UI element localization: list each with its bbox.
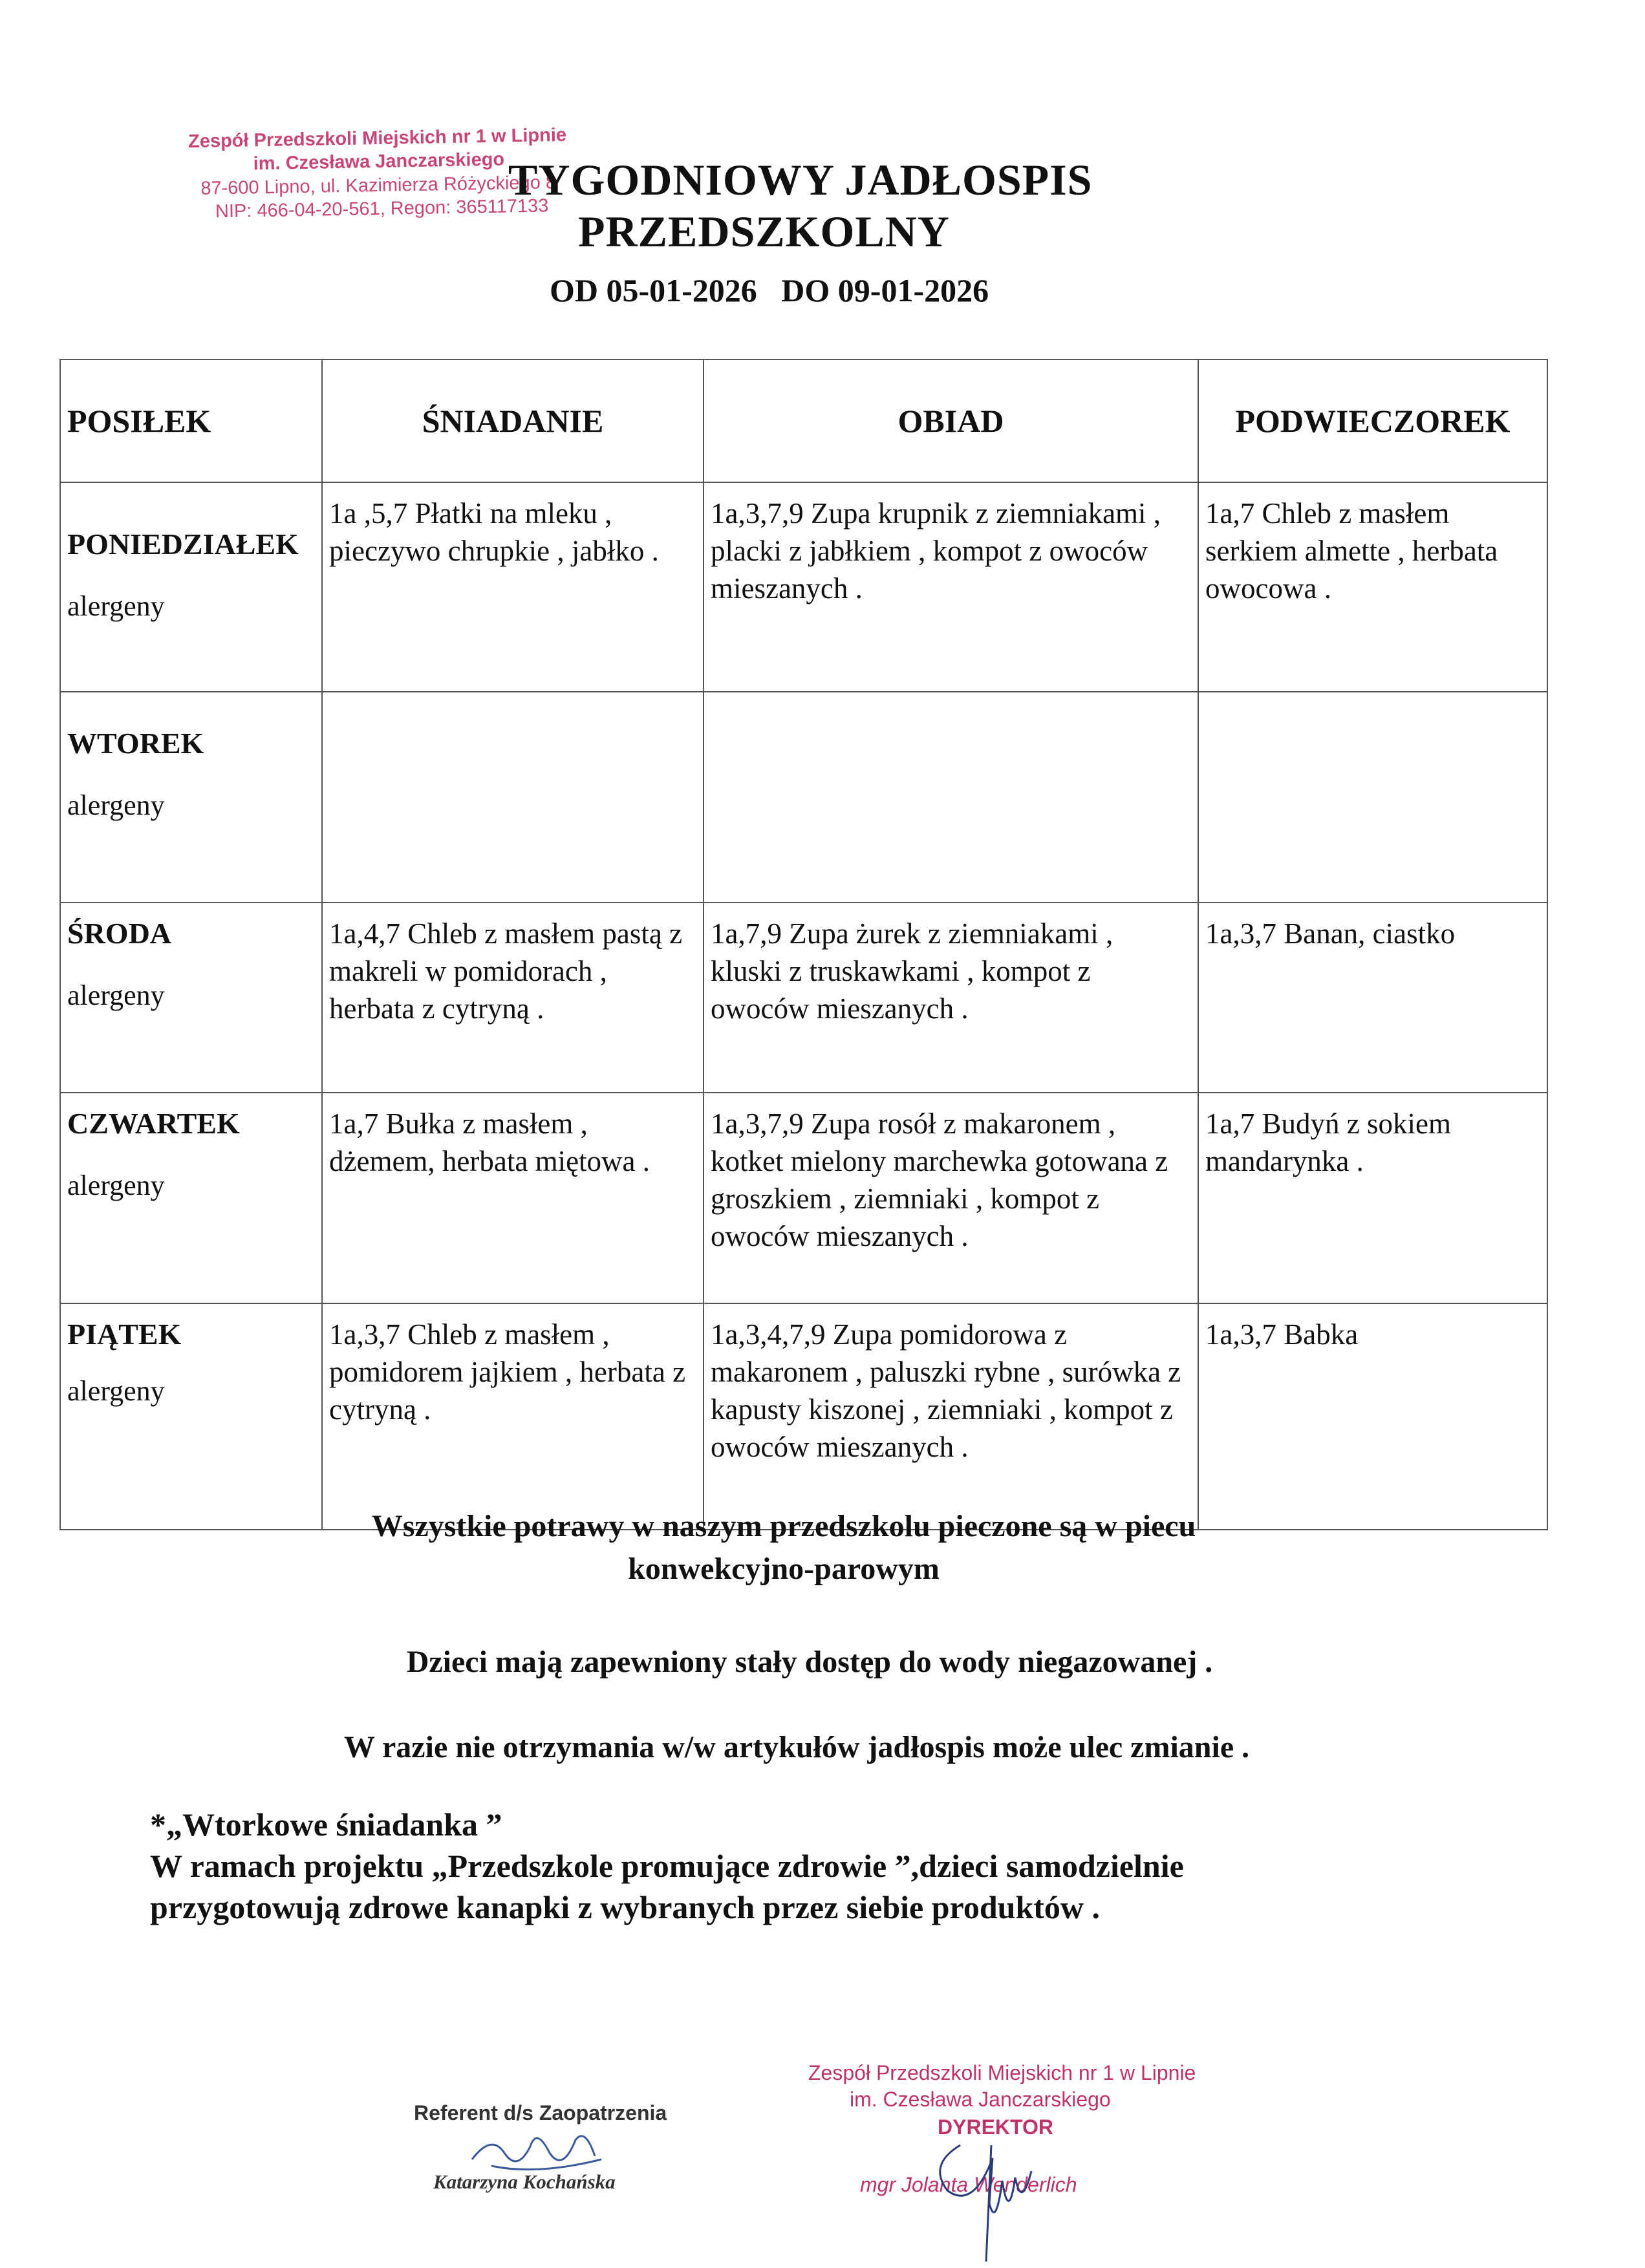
day-cell [60,482,322,692]
breakfast-cell: 1a ,5,7 Płatki na mleku , pieczywo chrupkie , jabłko . [322,482,704,692]
table-row [60,692,1547,903]
project-line-1: W ramach projektu „Przedszkole promujące zdrowie ”,dzieci samodzielnie [150,1848,1184,1884]
table-row [60,1093,1547,1303]
date-range: OD 05-01-2026 DO 09-01-2026 [550,272,989,308]
lunch-cell: 1a,3,7,9 Zupa rosół z makaronem , kotket mielony marchewka gotowana z groszkiem , ziemniaki , kompot z owoców mieszanych . [704,1093,1198,1303]
snack-cell: 1a,7 Budyń z sokiem mandarynka . [1198,1093,1547,1303]
day-label: ŚRODA [67,917,172,950]
snack-cell: 1a,7 Chleb z masłem serkiem almette , herbata owocowa . [1198,482,1547,692]
breakfast-cell [322,692,704,903]
supply-officer-role: Referent d/s Zaopatrzenia [414,2101,667,2124]
supply-officer-signature [414,2101,750,2194]
day-cell [60,1303,322,1530]
day-cell [60,692,322,903]
menu-table [59,359,1548,1530]
breakfast-cell: 1a,3,7 Chleb z masłem , pomidorem jajkiem , herbata z cytryną . [322,1303,704,1530]
allergen-label: alergeny [67,1375,165,1407]
lunch-cell [704,692,1198,903]
project-note [150,1804,1184,1928]
day-label: PONIEDZIAŁEK [67,528,299,561]
snack-cell: 1a,3,7 Banan, ciastko [1198,903,1547,1093]
table-header-row [60,359,1547,482]
director-stamp-line-2: im. Czesława Janczarskiego [850,2088,1111,2111]
director-name: mgr Jolanta Wenderlich [860,2173,1077,2196]
lunch-cell: 1a,3,7,9 Zupa krupnik z ziemniakami , placki z jabłkiem , kompot z owoców mieszanych . [704,482,1198,692]
director-signature [808,2061,1274,2197]
stamp-line-2: im. Czesława Janczarskiego [253,149,505,175]
snack-cell: 1a,3,7 Babka [1198,1303,1547,1530]
day-cell [60,1093,322,1303]
project-line-2: przygotowują zdrowe kanapki z wybranych przez siebie produktów . [150,1889,1101,1925]
oven-note [0,1505,1606,1590]
day-label: CZWARTEK [67,1107,240,1140]
stamp-line-1: Zespół Przedszkoli Miejskich nr 1 w Lipnie [188,124,567,153]
director-signature-scrawl-icon [921,2119,1051,2268]
day-label: WTOREK [67,727,204,760]
director-role: DYREKTOR [938,2115,1053,2139]
table-row [60,1303,1547,1530]
supply-officer-name: Katarzyna Kochańska [433,2170,616,2193]
column-header-breakfast: ŚNIADANIE [322,359,704,482]
project-title: *„Wtorkowe śniadanka ” [150,1806,502,1843]
column-header-lunch: OBIAD [704,359,1198,482]
title-line-2: PRZEDSZKOLNY [578,207,950,256]
stamp-line-3: 87-600 Lipno, ul. Kazimierza Różyckiego 8 [200,171,557,199]
lunch-cell: 1a,7,9 Zupa żurek z ziemniakami , kluski z truskawkami , kompot z owoców mieszanych . [704,903,1198,1093]
breakfast-cell: 1a,7 Bułka z masłem , dżemem, herbata miętowa . [322,1093,704,1303]
snack-cell [1198,692,1547,903]
lunch-cell: 1a,3,4,7,9 Zupa pomidorowa z makaronem , paluszki rybne , surówka z kapusty kiszonej , ziemniaki , kompot z owoców mieszanych . [704,1303,1198,1530]
water-note: Dzieci mają zapewniony stały dostęp do wody niegazowanej . [406,1645,1213,1679]
allergen-label: alergeny [67,979,165,1011]
day-cell [60,903,322,1093]
day-label: PIĄTEK [67,1318,182,1351]
column-header-snack: PODWIECZOREK [1198,359,1547,482]
title-line-1: TYGODNIOWY JADŁOSPIS [508,155,1093,204]
page-title [504,154,1229,257]
column-header-meal: POSIŁEK [60,359,322,482]
table-row [60,903,1547,1093]
allergen-label: alergeny [67,1170,165,1201]
allergen-label: alergeny [67,590,165,622]
allergen-label: alergeny [67,789,165,821]
table-row [60,482,1547,692]
oven-note-line-2: konwekcyjno-parowym [628,1552,940,1586]
change-note: W razie nie otrzymania w/w artykułów jadłospis może ulec zmianie . [343,1730,1250,1764]
director-stamp-line-1: Zespół Przedszkoli Miejskich nr 1 w Lipnie [808,2061,1196,2084]
oven-note-line-1: Wszystkie potrawy w naszym przedszkolu pieczone są w piecu [371,1509,1196,1543]
signature-scrawl-icon [466,2121,614,2179]
stamp-line-4: NIP: 466-04-20-561, Regon: 365117133 [215,195,549,222]
breakfast-cell: 1a,4,7 Chleb z masłem pastą z makreli w pomidorach , herbata z cytryną . [322,903,704,1093]
